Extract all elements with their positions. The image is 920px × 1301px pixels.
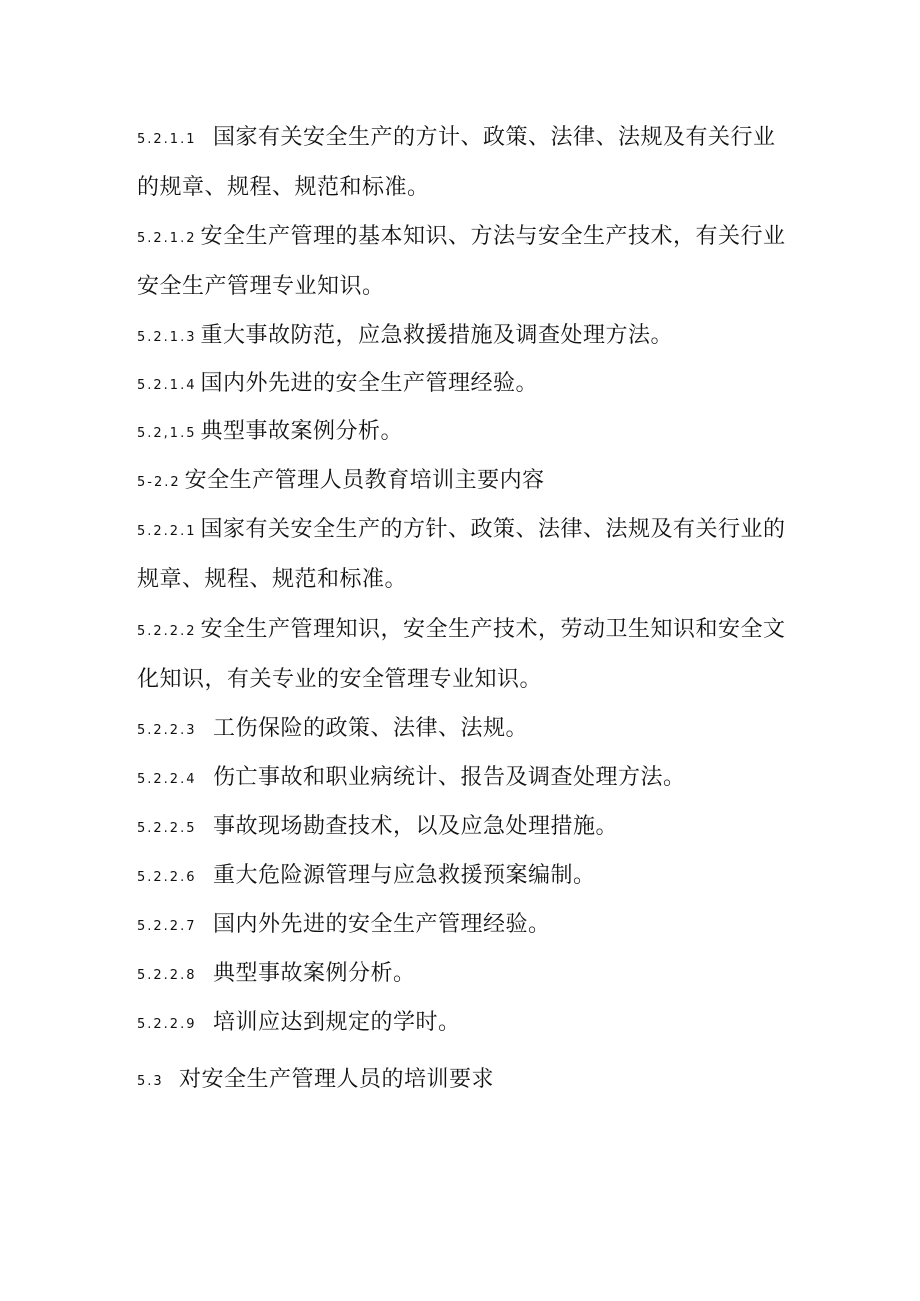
clause-5-2-2-7 — [137, 901, 797, 951]
clause-number: 5.2.2.1 — [137, 524, 197, 539]
clause-number: 5-2.2 — [137, 475, 181, 490]
clause-number: 5.3 — [137, 1074, 164, 1089]
clause-number: 5.2.1.2 — [137, 231, 197, 246]
clause-5-2-1-5 — [137, 408, 797, 458]
clause-5-2-2-5 — [137, 803, 797, 853]
clause-5-2-2-8 — [137, 950, 797, 1000]
clause-number: 5.2.2.8 — [137, 968, 197, 983]
clause-text: 工伤保险的政策、法律、法规。 — [213, 716, 529, 741]
clause-5-2-1-2 — [137, 213, 797, 311]
clause-text: 国内外先进的安全生产管理经验。 — [200, 371, 538, 396]
clause-5-2-2-6 — [137, 852, 797, 902]
clause-5-2-2-2 — [137, 606, 797, 704]
clause-5-2-2-1 — [137, 506, 797, 604]
clause-text: 国内外先进的安全生产管理经验。 — [213, 912, 551, 937]
clause-text: 国家有关安全生产的方针、政策、法律、法规及有关行业的规章、规程、规范和标准。 — [137, 517, 786, 592]
clause-text: 安全生产管理知识，安全生产技术，劳动卫生知识和安全文化知识，有关专业的安全管理专业知识。 — [137, 617, 786, 692]
clause-number: 5.2,1.5 — [137, 426, 197, 441]
clause-number: 5.2.1.1 — [137, 132, 197, 147]
clause-number: 5.2.1.3 — [137, 330, 197, 345]
clause-number: 5.2.2.5 — [137, 821, 197, 836]
section-5-3-heading — [137, 1056, 797, 1106]
clause-text: 国家有关安全生产的方计、政策、法律、法规及有关行业的规章、规程、规范和标准。 — [137, 125, 776, 200]
clause-number: 5.2.2.9 — [137, 1017, 197, 1032]
clause-text: 伤亡事故和职业病统计、报告及调查处理方法。 — [213, 765, 686, 790]
clause-text: 培训应达到规定的学时。 — [213, 1010, 461, 1035]
clause-5-2-2-4 — [137, 754, 797, 804]
clause-text: 事故现场勘查技术，以及应急处理措施。 — [213, 814, 619, 839]
clause-text: 重大事故防范，应急救援措施及调查处理方法。 — [200, 323, 673, 348]
clause-text: 安全生产管理的基本知识、方法与安全生产技术，有关行业安全生产管理专业知识。 — [137, 224, 786, 299]
clause-text: 安全生产管理人员教育培训主要内容 — [184, 468, 545, 493]
clause-text: 典型事故案例分析。 — [213, 961, 416, 986]
clause-5-2-2-3 — [137, 705, 797, 755]
clause-number: 5.2.2.4 — [137, 772, 197, 787]
clause-5-2-2-9 — [137, 999, 797, 1049]
clause-text: 对安全生产管理人员的培训要求 — [179, 1067, 495, 1092]
clause-5-2-1-4 — [137, 360, 797, 410]
clause-number: 5.2.2.3 — [137, 723, 197, 738]
section-5-2-2-heading — [137, 457, 797, 507]
clause-5-2-1-3 — [137, 312, 797, 362]
clause-text: 典型事故案例分析。 — [200, 419, 403, 444]
clause-number: 5.2.2.6 — [137, 870, 197, 885]
clause-number: 5.2.2.7 — [137, 919, 197, 934]
clause-text: 重大危险源管理与应急救援预案编制。 — [213, 863, 596, 888]
clause-number: 5.2.1.4 — [137, 378, 197, 393]
clause-5-2-1-1 — [137, 114, 797, 212]
clause-number: 5.2.2.2 — [137, 624, 197, 639]
